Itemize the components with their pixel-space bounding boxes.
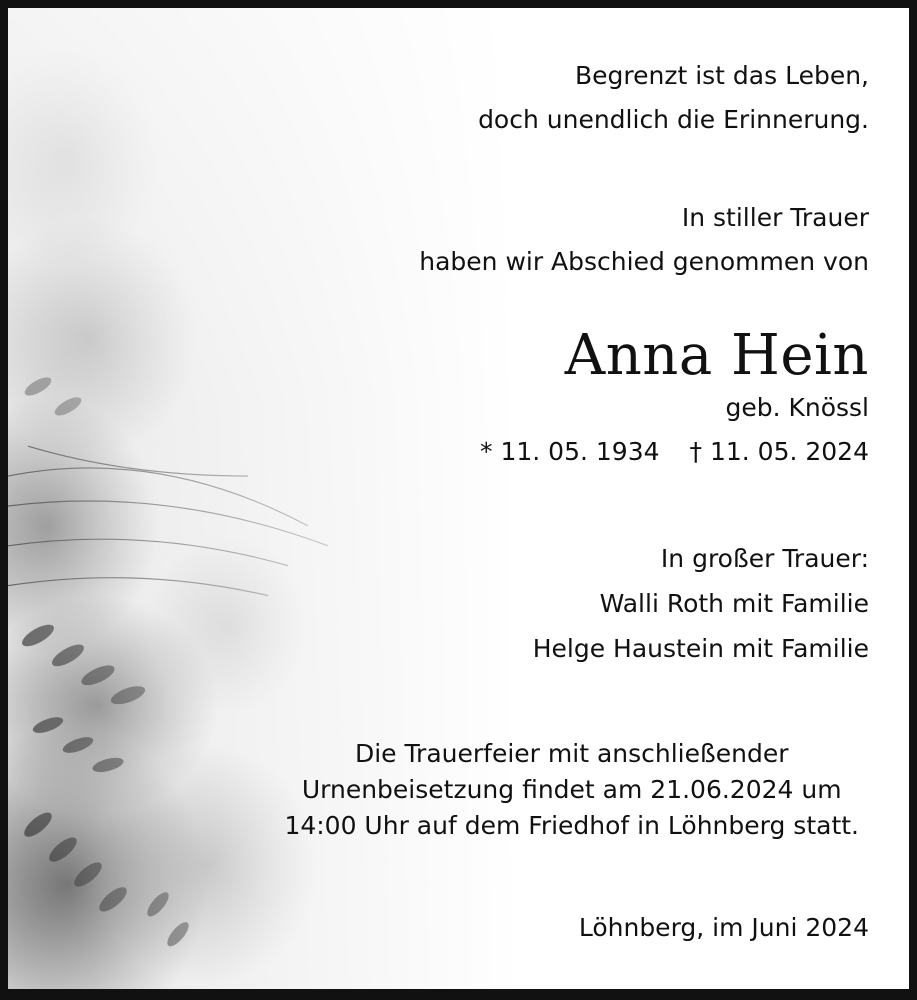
mourners: [533, 536, 869, 671]
ceremony-line: 14:00 Uhr auf dem Friedhof in Löhnberg statt.: [284, 811, 859, 840]
motto-line: Begrenzt ist das Leben,: [574, 61, 869, 90]
ceremony-info: [284, 736, 859, 844]
deceased-name: Anna Hein: [564, 323, 869, 388]
life-dates: [480, 430, 869, 474]
mourners-heading: In großer Trauer:: [660, 544, 869, 573]
mourner-name: Helge Haustein mit Familie: [532, 634, 869, 663]
motto: [478, 54, 869, 142]
intro-line: haben wir Abschied genommen von: [419, 247, 869, 276]
place-date: Löhnberg, im Juni 2024: [578, 913, 869, 942]
mourner-name: Walli Roth mit Familie: [599, 589, 869, 618]
death-date: † 11. 05. 2024: [689, 437, 869, 466]
intro: [419, 196, 869, 284]
birth-date: * 11. 05. 1934: [480, 437, 660, 466]
intro-line: In stiller Trauer: [681, 203, 869, 232]
maiden-name: geb. Knössl: [725, 393, 869, 422]
ceremony-line: Die Trauerfeier mit anschließender: [354, 739, 789, 768]
ceremony-line: Urnenbeisetzung findet am 21.06.2024 um: [301, 775, 842, 804]
motto-line: doch unendlich die Erinnerung.: [478, 105, 869, 134]
